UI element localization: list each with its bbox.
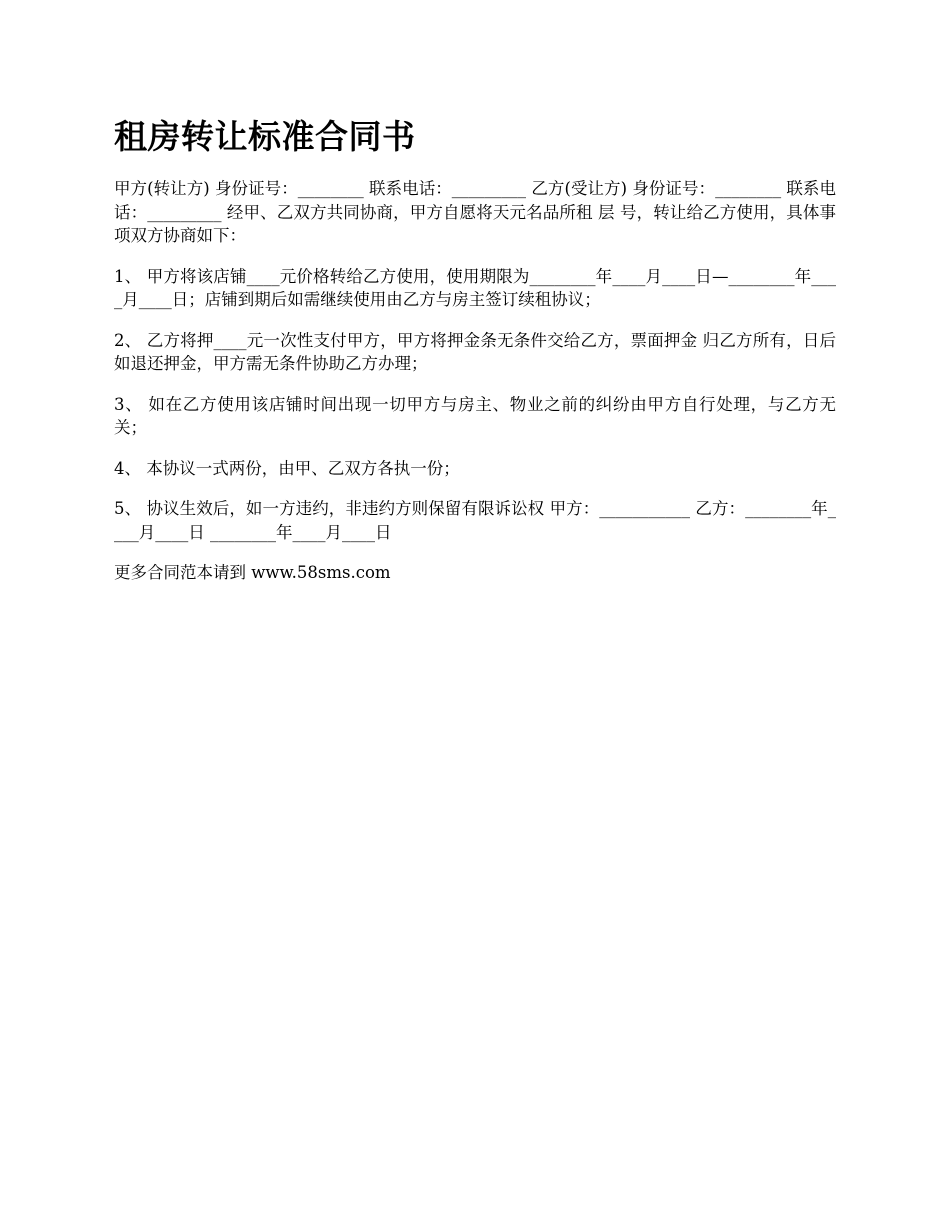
clause-1-paragraph: 1、 甲方将该店铺____元价格转给乙方使用，使用期限为________年____月____日—________年____月____日；店铺到期后如需继续使用由乙方与房主签订续租协议； <box>114 266 836 309</box>
document-body <box>114 177 836 602</box>
clause-4-paragraph: 4、 本协议一式两份，由甲、乙双方各执一份； <box>114 458 460 478</box>
document-title: 租房转让标准合同书 <box>114 117 416 156</box>
footer-note: 更多合同范本请到 www.58sms.com <box>114 563 391 582</box>
intro-paragraph: 甲方(转让方) 身份证号：________ 联系电话：_________ 乙方(受让方) 身份证号：________ 联系电话：_________ 经甲、乙双方共同协商，甲方自愿将天元名品所租 层 号，转让给乙方使用，具体事项双方协商如下： <box>114 179 836 245</box>
clause-3-paragraph: 3、 如在乙方使用该店铺时间出现一切甲方与房主、物业之前的纠纷由甲方自行处理，与乙方无关； <box>114 394 836 437</box>
clause-2-paragraph: 2、 乙方将押____元一次性支付甲方，甲方将押金条无条件交给乙方，票面押金 归乙方所有，日后如退还押金，甲方需无条件协助乙方办理； <box>114 330 836 373</box>
clause-5-paragraph: 5、 协议生效后，如一方违约，非违约方则保留有限诉讼权 甲方：___________ 乙方：________年____月____日 ________年____月____日 <box>114 499 836 542</box>
